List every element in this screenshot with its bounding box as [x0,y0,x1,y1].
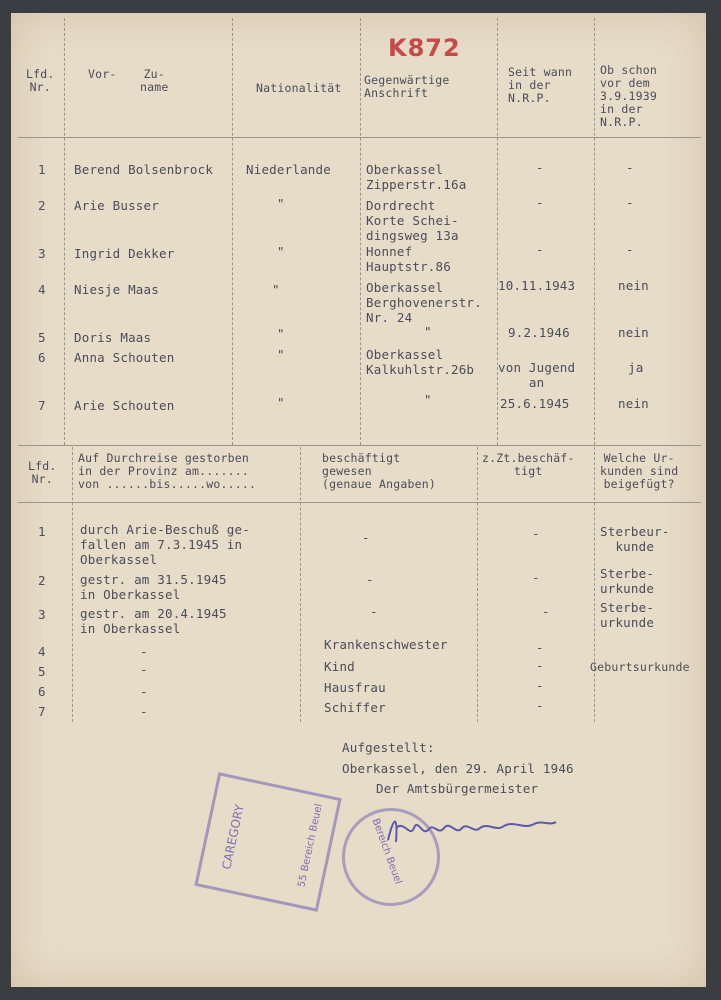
header-durchreise: Auf Durchreise gestorben in der Provinz am....... von ......bis.....wo..... [78,451,257,491]
header-beschaeftigt: beschäftigt gewesen (genaue Angaben) [322,451,436,491]
archive-mark: K872 [388,34,461,62]
death-details: gestr. am 20.4.1945 in Oberkassel [80,606,227,636]
nationality: " [277,347,285,362]
table2-col-divider [72,447,73,722]
previous-employment: Schiffer [324,700,386,715]
address: Oberkassel Zipperstr.16a [366,162,467,192]
since-date: 25.6.1945 [500,396,570,411]
row-number: 2 [38,573,46,588]
header2-lfd-nr: Lfd. Nr. [28,459,57,486]
header-urkunden: Welche Ur- kunden sind beigefügt? [600,451,679,491]
nationality: " [272,282,280,297]
death-details: - [140,644,148,659]
documents-attached: Sterbe- urkunde [600,600,655,630]
row-number: 1 [38,162,46,177]
death-details: durch Arie-Beschuß ge- fallen am 7.3.1945 in Oberkassel [80,522,250,567]
header-anschrift: Gegenwärtige Anschrift [364,73,450,100]
nationality: " [277,395,285,410]
documents-attached: Sterbeur- kunde [600,524,670,554]
stamp-text: CAREGORY [219,803,247,871]
header-zuname: Zu- name [140,67,169,94]
death-details: - [140,704,148,719]
death-details: - [140,662,148,677]
nationality: Niederlande [246,162,331,177]
since-date: 9.2.1946 [508,325,570,340]
row-number: 1 [38,524,46,539]
before-1939: nein [618,278,649,293]
current-employment: - [542,604,550,619]
row-number: 4 [38,644,46,659]
current-employment: - [532,570,540,585]
documents-attached: Sterbe- urkunde [600,566,655,596]
since-date: 10.11.1943 [498,278,576,293]
person-name: Niesje Maas [74,282,159,297]
previous-employment: - [366,572,374,587]
current-employment: - [536,658,544,673]
previous-employment: - [362,530,370,545]
before-1939: nein [618,396,649,411]
before-1939: - [626,242,634,257]
current-employment: - [532,526,540,541]
aufgestellt-label: Aufgestellt: [342,740,435,755]
row-number: 3 [38,607,46,622]
address: " [424,392,432,407]
address: Oberkassel Kalkuhlstr.26b [366,347,475,377]
person-name: Doris Maas [74,330,152,345]
since-date: - [536,195,544,210]
header-zzt-beschaeftigt: z.Zt.beschäf- tigt [482,451,575,478]
current-employment: - [536,698,544,713]
since-date: - [536,242,544,257]
row-number: 3 [38,246,46,261]
address: Dordrecht Korte Schei- dingsweg 13a [366,198,459,243]
place-date: Oberkassel, den 29. April 1946 [342,761,574,776]
current-employment: - [536,640,544,655]
table1-col-divider [232,18,233,445]
nationality: " [277,196,285,211]
previous-employment: Hausfrau [324,680,386,695]
person-name: Ingrid Dekker [74,246,175,261]
row-number: 6 [38,684,46,699]
header-seit-wann: Seit wann in der N.R.P. [508,65,573,105]
row-number: 4 [38,282,46,297]
row-number: 2 [38,198,46,213]
person-name: Arie Busser [74,198,159,213]
previous-employment: Krankenschwester [324,637,448,652]
previous-employment: - [370,604,378,619]
before-1939: - [626,160,634,175]
table2-col-divider [300,447,301,722]
death-details: gestr. am 31.5.1945 in Oberkassel [80,572,227,602]
stamp-subtext: 55 Bereich Beuel [296,802,325,889]
signature [384,810,564,850]
table1-col-divider [594,18,595,445]
current-employment: - [536,678,544,693]
nationality: " [277,326,285,341]
row-number: 5 [38,664,46,679]
person-name: Anna Schouten [74,350,175,365]
table2-header-rule [18,502,701,503]
table2-col-divider [477,447,478,722]
person-name: Berend Bolsenbrock [74,162,214,177]
row-number: 6 [38,350,46,365]
header-lfd-nr: Lfd. Nr. [26,67,55,94]
address: Honnef Hauptstr.86 [366,244,451,274]
before-1939: nein [618,325,649,340]
header-vorname: Vor- [88,67,117,81]
row-number: 7 [38,704,46,719]
person-name: Arie Schouten [74,398,175,413]
table1-col-divider [360,18,361,445]
documents-attached: Geburtsurkunde [590,660,690,674]
table1-col-divider [64,18,65,445]
table-divider-rule [18,445,701,446]
row-number: 7 [38,398,46,413]
before-1939: - [626,195,634,210]
header-ob-schon: Ob schon vor dem 3.9.1939 in der N.R.P. [600,63,657,129]
nationality: " [277,244,285,259]
since-date: - [536,160,544,175]
previous-employment: Kind [324,659,355,674]
official-title: Der Amtsbürgermeister [376,781,539,796]
header-nationalitaet: Nationalität [256,81,342,95]
row-number: 5 [38,330,46,345]
seal-text: Bereich Beuel [369,817,404,886]
since-date: von Jugend an [498,360,576,390]
address: Oberkassel Berghovenerstr. Nr. 24 [366,280,482,325]
table2-col-divider [594,447,595,722]
before-1939: ja [628,360,644,375]
death-details: - [140,684,148,699]
address: " [424,324,432,339]
